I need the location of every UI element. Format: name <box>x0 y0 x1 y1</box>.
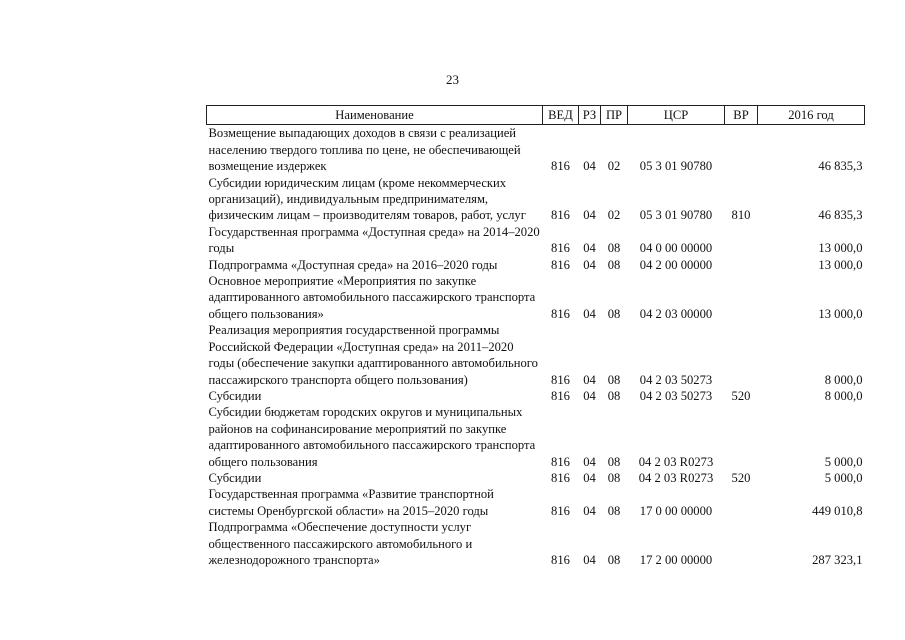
table-row <box>207 470 865 486</box>
row-amount: 8 000,0 <box>824 388 863 403</box>
row-pr: 08 <box>607 552 621 567</box>
row-vr <box>725 404 758 470</box>
row-pr: 08 <box>607 470 621 485</box>
row-rz: 04 <box>583 306 596 321</box>
row-csr: 17 2 00 00000 <box>639 552 713 567</box>
row-amount: 287 323,1 <box>812 552 863 567</box>
row-ved: 816 <box>551 388 570 403</box>
row-rz: 04 <box>583 159 596 174</box>
row-rz: 04 <box>583 208 596 223</box>
table-row <box>207 175 865 224</box>
row-csr: 05 3 01 90780 <box>639 208 713 223</box>
row-name: Основное мероприятие «Мероприятия по закупке адаптированного автомобильного пассажирского транспорта общего пользования» <box>208 274 536 321</box>
header-rz: РЗ <box>579 106 601 125</box>
row-ved: 816 <box>551 159 570 174</box>
table-row <box>207 257 865 273</box>
row-vr <box>725 257 758 273</box>
row-rz: 04 <box>583 388 596 403</box>
row-pr: 02 <box>607 208 621 223</box>
row-amount: 13 000,0 <box>818 306 863 321</box>
row-pr: 08 <box>607 306 621 321</box>
row-amount: 46 835,3 <box>818 208 863 223</box>
row-amount: 13 000,0 <box>818 241 863 256</box>
row-ved: 816 <box>551 503 570 518</box>
row-csr: 04 2 03 00000 <box>639 306 713 321</box>
row-rz: 04 <box>583 503 596 518</box>
row-ved: 816 <box>551 208 570 223</box>
row-amount: 5 000,0 <box>824 470 863 485</box>
row-ved: 816 <box>551 372 570 387</box>
row-csr: 17 0 00 00000 <box>639 503 713 518</box>
row-csr: 04 2 03 R0273 <box>638 470 714 485</box>
row-vr: 520 <box>731 388 751 403</box>
table-row <box>207 388 865 404</box>
row-amount: 8 000,0 <box>824 372 863 387</box>
row-amount: 5 000,0 <box>824 454 863 469</box>
row-ved: 816 <box>551 306 570 321</box>
row-vr <box>725 486 758 519</box>
row-pr: 08 <box>607 372 621 387</box>
row-csr: 04 2 00 00000 <box>639 257 713 272</box>
table-row <box>207 224 865 257</box>
row-vr <box>725 125 758 175</box>
row-amount: 46 835,3 <box>818 159 863 174</box>
row-csr: 04 2 03 50273 <box>639 388 713 403</box>
row-pr: 08 <box>607 503 621 518</box>
header-ved: ВЕД <box>543 106 579 125</box>
row-amount: 13 000,0 <box>818 257 863 272</box>
row-name: Государственная программа «Развитие транспортной системы Оренбургской области» на 2015–2020 годы <box>208 487 494 518</box>
row-vr <box>725 224 758 257</box>
row-ved: 816 <box>551 257 570 272</box>
row-pr: 02 <box>607 159 621 174</box>
row-ved: 816 <box>551 454 570 469</box>
row-rz: 04 <box>583 470 596 485</box>
row-csr: 04 2 03 50273 <box>639 372 713 387</box>
row-name: Государственная программа «Доступная среда» на 2014–2020 годы <box>208 224 540 256</box>
table-header-row <box>207 106 865 125</box>
row-vr: 520 <box>731 470 751 485</box>
row-vr: 810 <box>731 208 751 223</box>
row-ved: 816 <box>551 241 570 256</box>
row-pr: 08 <box>607 388 621 403</box>
table-row <box>207 322 865 388</box>
row-name: Подпрограмма «Обеспечение доступности услуг общественного пассажирского автомобильного и железнодорожного транспорта» <box>208 520 473 567</box>
header-vr: ВР <box>725 106 758 125</box>
budget-table <box>206 105 865 568</box>
table-row <box>207 486 865 519</box>
row-csr: 05 3 01 90780 <box>639 159 713 174</box>
row-rz: 04 <box>583 372 596 387</box>
row-csr: 04 2 03 R0273 <box>638 454 714 469</box>
table-row <box>207 519 865 568</box>
row-amount: 449 010,8 <box>812 503 863 518</box>
row-name: Субсидии <box>208 470 262 485</box>
row-vr <box>725 273 758 322</box>
header-pr: ПР <box>601 106 628 125</box>
row-name: Субсидии юридическим лицам (кроме некоммерческих организаций), индивидуальным предпринимателям, физическим лицам – производителям товаров, работ, услуг <box>208 175 526 223</box>
header-name: Наименование <box>207 106 543 125</box>
page-number: 23 <box>446 72 459 87</box>
row-name: Субсидии бюджетам городских округов и муниципальных районов на софинансирование мероприятий по закупке адаптированного автомобильного пассажирского транспорта общего пользования <box>208 405 536 469</box>
header-csr: ЦСР <box>628 106 725 125</box>
row-pr: 08 <box>607 241 621 256</box>
table-row <box>207 404 865 470</box>
row-name: Субсидии <box>208 388 262 403</box>
table-row <box>207 273 865 322</box>
row-pr: 08 <box>607 454 621 469</box>
row-rz: 04 <box>583 552 596 567</box>
row-rz: 04 <box>583 241 596 256</box>
row-pr: 08 <box>607 257 621 272</box>
row-name: Подпрограмма «Доступная среда» на 2016–2020 годы <box>208 257 498 272</box>
row-name: Реализация мероприятия государственной программы Российской Федерации «Доступная среда» на 2011–2020 годы (обеспечение закупки адаптированного автомобильного пассажирского транспорта общего пользования) <box>208 323 538 387</box>
row-ved: 816 <box>551 470 570 485</box>
row-rz: 04 <box>583 257 596 272</box>
row-vr <box>725 322 758 388</box>
row-vr <box>725 519 758 568</box>
row-rz: 04 <box>583 454 596 469</box>
row-csr: 04 0 00 00000 <box>639 241 713 256</box>
row-ved: 816 <box>551 552 570 567</box>
header-amount: 2016 год <box>758 106 865 125</box>
row-name: Возмещение выпадающих доходов в связи с реализацией населению твердого топлива по цене, не обеспечивающей возмещение издержек <box>208 126 521 174</box>
table-row <box>207 125 865 175</box>
